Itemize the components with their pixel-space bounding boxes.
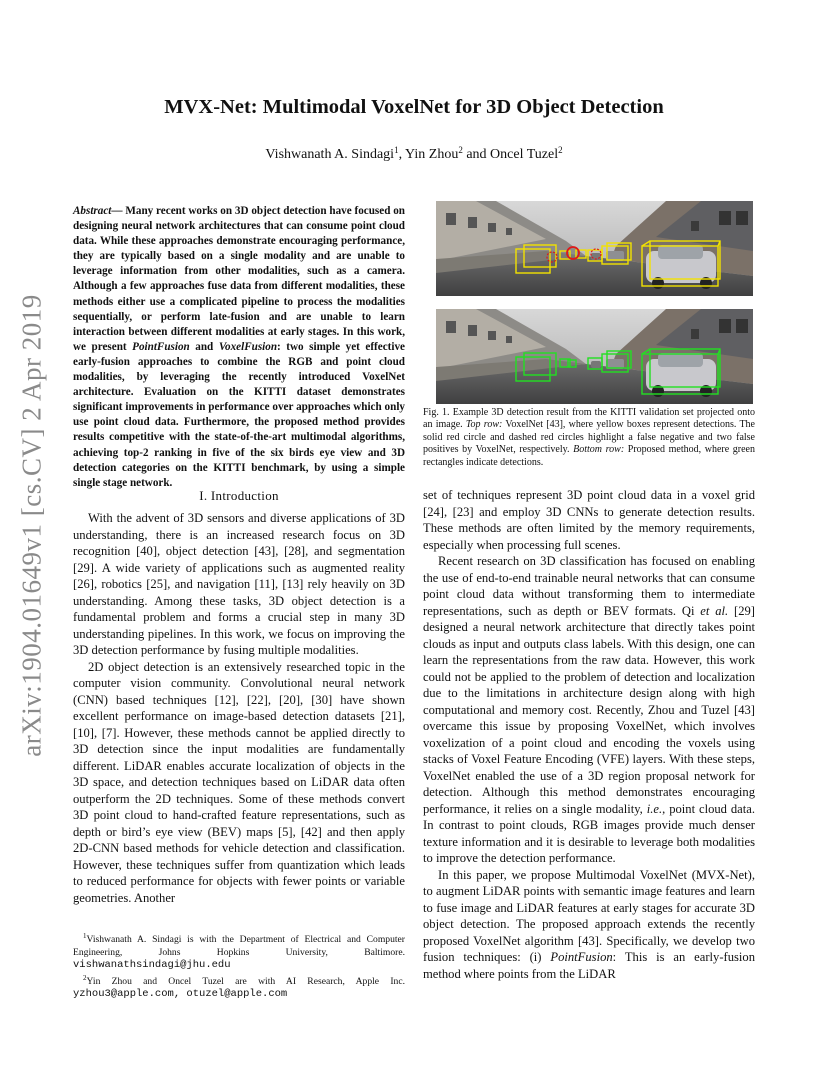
p4-text-2: [29] designed a neural network architecture that directly takes point clouds as input and outputs class labels. With this design, one can learn the representations from the raw data. However, this work could not be applied to the problem of detection and localization due to the limitations in architecture design along with high computational and memory cost. Recently, Zhou and Tuzel [43] overcame this issue by proposing VoxelNet, which involves voxelization of a point cloud and encoding the voxels using stacks of Voxel Feature Encoding (VFE) layers. With these steps, VoxelNet enabled the use of a 3D region proposal network for detection. Although this method demonstrates encouraging performance, it relies on a single modality,	[423, 603, 755, 816]
footnote-1-text: Vishwanath A. Sindagi is with the Department of Electrical and Computer Engineering, Johns Hopkins University, Baltimore.	[73, 934, 405, 958]
p5-text-1: In this paper, we propose Multimodal VoxelNet (MVX-Net), to augment LiDAR points with semantic image features and learn to fuse image and LiDAR features at early stages for accurate 3D object detection. The proposed approach extends the recently proposed VoxelNet algorithm [43]. Specifically, we develop two fusion techniques: (i)	[423, 867, 755, 964]
footnotes	[73, 930, 405, 1001]
affiliation-mark-3: 2	[558, 145, 563, 155]
figure-top-row-image	[436, 201, 753, 296]
affiliation-mark-2: 2	[458, 145, 463, 155]
abstract	[73, 204, 405, 491]
figure-1-caption	[423, 407, 755, 469]
footnote-1	[73, 930, 405, 972]
intro-paragraph-3: set of techniques represent 3D point cloud data in a voxel grid [24], [23] and employ 3D CNNs to generate detection results. These methods are often limited by the memory requirements, especially when processing full scenes.	[423, 488, 755, 552]
arxiv-identifier	[12, 290, 52, 760]
abstract-and: and	[189, 340, 219, 353]
intro-paragraph-5	[423, 867, 755, 983]
abstract-dash: —	[111, 205, 126, 217]
author-1: Vishwanath A. Sindagi	[265, 147, 395, 162]
footnote-1-email: vishwanathsindagi@jhu.edu	[73, 959, 231, 972]
abstract-label: Abstract	[73, 205, 112, 217]
intro-paragraph-2: 2D object detection is an extensively researched topic in the computer vision community. Convolutional neural network (CNN) based techniques [12], [22], [20], [30] have shown excellent performance on image-based detection datasets [21], [10], [7]. However, these methods cannot be applied directly to 3D detection since the input modalities are fundamentally different. LiDAR enables accurate localization of objects in the 3D space, and detection techniques based on LiDAR data often outperform the 2D techniques. Some of these methods convert 3D point cloud to hand-crafted feature representations, such as depth or bird’s eye view (BEV) maps [5], [42] and then apply 2D-CNN based methods for vehicle detection and classification. However, these techniques suffer from quantization which leads to reduced performance for objects with fewer points or variable geometries. Another	[73, 659, 405, 905]
p5-pointfusion: PointFusion	[550, 950, 613, 964]
intro-paragraph-1: With the advent of 3D sensors and diverse applications of 3D understanding, there is an increased research focus on 3D recognition [40], object detection [43], [28], and segmentation [29]. A wide variety of applications such as augmented reality [26], robotics [25], and navigation [11], [13] rely heavily on 3D understanding. Among these tasks, 3D object detection is a fundamental problem and forms a crucial step in many 3D understanding pipelines. In this work, we focus on improving the 3D detection performance by fusing multiple modalities.	[73, 511, 405, 657]
footnote-1-mark: 1	[83, 932, 87, 940]
section-heading-introduction: I. Introduction	[199, 488, 279, 503]
affiliation-mark-1: 1	[394, 145, 399, 155]
figure-bottom-row-image	[436, 309, 753, 404]
abstract-method-pointfusion: PointFusion	[132, 340, 190, 353]
p4-ie: i.e.	[646, 801, 663, 816]
abstract-method-voxelfusion: VoxelFusion	[218, 340, 278, 353]
author-list	[60, 145, 768, 163]
author-3: and Oncel Tuzel	[462, 147, 559, 162]
arxiv-identifier-text: arXiv:1904.01649v1 [cs.CV] 2 Apr 2019	[16, 293, 47, 757]
p4-et-al: et al.	[700, 603, 729, 618]
p5-text-2: : This is an early-fusion method where points from the LiDAR	[423, 950, 756, 981]
footnote-2	[73, 972, 405, 1001]
caption-text-3: Proposed method, where green rectangles indicate detections.	[423, 444, 755, 468]
right-column-body	[423, 487, 755, 982]
p4-text-1: Recent research on 3D classification has focused on enabling the use of end-to-end trainable neural networks that can consume point cloud data without transforming them to intermediate representations, such as depth or BEV formats. Qi	[423, 554, 755, 618]
abstract-text-2: : two simple yet effective early-fusion approaches to combine the RGB and point cloud modalities, by leveraging the recently introduced VoxelNet architecture. Evaluation on the KITTI dataset demonstrates significant improvements in performance over approaches which only use point cloud data. Furthermore, the proposed method provides results competitive with the state-of-the-art multimodal algorithms, achieving top-2 ranking in five of the six birds eye view and 3D detection categories on the KITTI benchmark, by using a simple single stage network.	[73, 340, 405, 489]
caption-text-1: Fig. 1. Example 3D detection result from the KITTI validation set projected onto an image.	[423, 407, 755, 431]
author-2: , Yin Zhou	[398, 147, 459, 162]
caption-top-row-label: Top row:	[465, 419, 503, 431]
paper-title: MVX-Net: Multimodal VoxelNet for 3D Object Detection	[164, 96, 664, 118]
street-scene-top	[436, 201, 753, 296]
footnote-2-mark: 2	[83, 973, 87, 982]
caption-text-2: VoxelNet [43], where yellow boxes represent detections. The solid red circle and dashed red circles highlight a false negative and two false positives by VoxelNet, respectively.	[423, 419, 755, 456]
left-column-body	[73, 510, 405, 906]
abstract-text-1: Many recent works on 3D object detection have focused on designing neural network architectures that can consume point cloud data. While these approaches demonstrate encouraging performance, they are typically based on a single modality and are unable to leverage information from other modalities, such as a camera. Although a few approaches fuse data from different modalities, these methods either use a complicated pipeline to process the modalities sequentially, or perform late-fusion and are unable to learn interaction between different modalities at early stages. In this work, we present	[73, 205, 405, 353]
footnote-2-email: yzhou3@apple.com, otuzel@apple.com	[73, 988, 288, 1001]
street-scene-bottom	[436, 309, 753, 404]
p4-text-3: , point cloud data. In contrast to point clouds, RGB images provide much denser texture information and it is desirable to leverage both modalities to improve the detection performance.	[423, 801, 755, 865]
intro-paragraph-4	[423, 553, 755, 867]
footnote-2-text: Yin Zhou and Oncel Tuzel are with AI Research, Apple Inc.	[86, 975, 405, 987]
caption-bottom-row-label: Bottom row:	[573, 444, 625, 456]
